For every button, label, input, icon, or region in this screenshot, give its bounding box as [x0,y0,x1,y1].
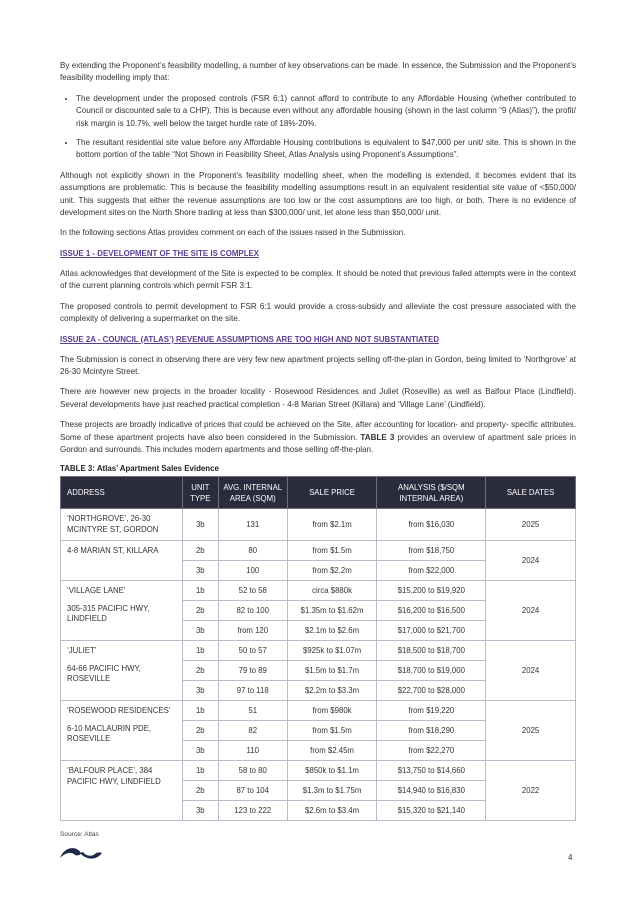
cell-analysis: from $19,220 [377,701,486,721]
cell-sale-price: $850k to $1.1m [287,761,377,781]
issue-1-heading: ISSUE 1 - DEVELOPMENT OF THE SITE IS COMPLEX [60,248,260,258]
cell-analysis: $13,750 to $14,660 [377,761,486,781]
cell-unit-type: 2b [182,601,218,621]
cell-sale-price: $1.35m to $1.62m [287,601,377,621]
table-caption: TABLE 3: Atlas’ Apartment Sales Evidence [60,464,219,474]
cell-address [61,641,183,701]
cell-analysis: from $22,000 [377,561,486,581]
address-line: 6-10 MACLAURIN PDE, ROSEVILLE [67,723,152,744]
cell-sale-price: $2.1m to $2.6m [287,621,377,641]
address-line: 64-66 PACIFIC HWY, ROSEVILLE [67,663,141,684]
table-row [61,701,576,721]
cell-analysis: from $18,290 [377,721,486,741]
cell-unit-type: 3b [182,681,218,701]
issue-1-paragraph: Atlas acknowledges that development of the Site is expected to be complex. It should be noted that previous failed attempts were in the context of the current planning controls which permit FSR 3:1. [60,268,576,291]
cell-internal-area: 52 to 58 [218,581,287,601]
address-line: ‘JULIET’ [67,646,97,656]
cell-sale-price: $2.2m to $3.3m [287,681,377,701]
cell-sale-price: $925k to $1.07m [287,641,377,661]
cell-analysis: $18,500 to $18,700 [377,641,486,661]
cell-analysis: from $22,270 [377,741,486,761]
table-header-row [61,477,576,509]
cell-address [61,701,183,761]
cell-unit-type: 2b [182,541,218,561]
cell-internal-area: 79 to 89 [218,661,287,681]
cell-unit-type: 1b [182,761,218,781]
cell-sale-price: from $1.5m [287,541,377,561]
table-row [61,509,576,541]
header-internal-area: AVG. INTERNAL AREA (SQM) [218,477,287,509]
cell-analysis: $22,700 to $28,000 [377,681,486,701]
table-row [61,581,576,601]
cell-internal-area: from 120 [218,621,287,641]
cell-sale-price: $1.5m to $1.7m [287,661,377,681]
cell-analysis: $16,200 to $16,500 [377,601,486,621]
cell-unit-type: 3b [182,509,218,541]
cell-sale-price: from $2.1m [287,509,377,541]
header-unit-type: UNIT TYPE [182,477,218,509]
cell-internal-area: 110 [218,741,287,761]
cell-internal-area: 58 to 80 [218,761,287,781]
issue-2a-heading: ISSUE 2A - COUNCIL (ATLAS’) REVENUE ASSUMPTIONS ARE TOO HIGH AND NOT SUBSTANTIATED [60,334,440,344]
cell-analysis: from $16,030 [377,509,486,541]
sales-evidence-table [60,476,576,821]
header-address: ADDRESS [61,477,183,509]
cell-sale-price: from $980k [287,701,377,721]
address-line: ‘ROSEWOOD RESIDENCES’ [67,706,171,716]
cell-unit-type: 2b [182,721,218,741]
issue-2a-paragraph: The Submission is correct in observing there are very few new apartment projects selling off-the-plan in Gordon, being limited to ‘Northgrove’ at 26-30 Mcintyre Street. [60,354,576,376]
evidence-paragraph: Although not explicitly shown in the Proponent’s feasibility modelling sheet, when the modelling is extended, it becomes evident that its assumptions are problematic. This is because the feasibility modelling assumptions result in an equivalent residential site value of <$50,000/ unit. This suggests that either the revenue assumptions are too low or the cost assumptions are too high, or both. There is no evidence of development sites on the North Shore trading at less than $300,000/ unit, let alone less than $50,000/ unit. [60,170,576,218]
cell-unit-type: 2b [182,781,218,801]
header-sale-price: SALE PRICE [287,477,377,509]
cell-internal-area: 82 to 100 [218,601,287,621]
header-sale-dates: SALE DATES [486,477,576,509]
header-analysis: ANALYSIS ($/SQM INTERNAL AREA) [377,477,486,509]
issue-1-paragraph: The proposed controls to permit development to FSR 6:1 would provide a cross-subsidy and alleviate the cost pressure associated with the complexity of delivering a supermarket on the site. [60,301,576,324]
cell-internal-area: 97 to 118 [218,681,287,701]
cell-sale-price: from $2.45m [287,741,377,761]
cell-internal-area: 82 [218,721,287,741]
cell-unit-type: 3b [182,621,218,641]
cell-internal-area: 87 to 104 [218,781,287,801]
table-row [61,541,576,561]
cell-analysis: $14,940 to $16,830 [377,781,486,801]
cell-unit-type: 3b [182,561,218,581]
cell-address [61,581,183,641]
cell-analysis: $15,200 to $19,920 [377,581,486,601]
table-reference: TABLE 3 [360,432,395,442]
cell-sale-price: circa $880k [287,581,377,601]
cell-internal-area: 100 [218,561,287,581]
cell-analysis: from $18,750 [377,541,486,561]
cell-internal-area: 80 [218,541,287,561]
cell-sale-date: 2025 [486,701,576,761]
atlas-logo [59,846,103,867]
table-body [61,509,576,821]
cell-unit-type: 1b [182,701,218,721]
cell-internal-area: 50 to 57 [218,641,287,661]
address-line: ‘BALFOUR PLACE’, 384 PACIFIC HWY, LINDFIELD [67,766,161,786]
paragraph-text: provides an overview of apartment sale prices in Gordon and surrounds. This includes modern apartments and those selling off-the-plan. [60,432,576,454]
key-observations-list [60,93,576,162]
sections-paragraph: In the following sections Atlas provides comment on each of the issues raised in the Submission. [60,228,406,238]
cell-sale-price: $2.6m to $3.4m [287,801,377,821]
issue-2a-paragraph [60,419,576,456]
intro-paragraph: By extending the Proponent’s feasibility modelling, a number of key observations can be made. In essence, the Submission and the Proponent’s feasibility modelling imply that: [60,61,576,83]
cell-analysis: $15,320 to $21,140 [377,801,486,821]
address-line: ‘VILLAGE LANE’ [67,586,126,596]
cell-unit-type: 1b [182,581,218,601]
cell-sale-date: 2024 [486,541,576,581]
cell-sale-price: $1.3m to $1.75m [287,781,377,801]
cell-sale-date: 2024 [486,581,576,641]
cell-address [61,761,183,821]
cell-analysis: $18,700 to $19,000 [377,661,486,681]
address-line: 305-315 PACIFIC HWY, LINDFIELD [67,603,150,624]
address-line: ‘NORTHGROVE’, 26-30 MCINTYRE ST, GORDON [67,514,159,534]
issue-2a-paragraph: There are however new projects in the broader locality - Rosewood Residences and Juliet (Roseville) as well as Balfour Place (Lindfield). Several developments have just reached practical completion - 4-8 Marian Street (Killara) and ‘Village Lane’ (Lindfield). [60,387,576,409]
cell-unit-type: 2b [182,661,218,681]
paragraph-text: These projects are broadly indicative of prices that could be achieved on the Site, after accounting for location- and property- specific attributes. Some of these apartment projects have also been considered in the Submission. [60,420,576,442]
atlas-logo-mark [59,846,103,862]
cell-internal-area: 51 [218,701,287,721]
cell-sale-date: 2022 [486,761,576,821]
table-row [61,761,576,781]
bullet-item: • The resultant residential site value before any Affordable Housing contributions is equivalent to $47,000 per unit/ site. This is shown in the bottom portion of the table “Not Shown in Feasibility Sheet, Atlas Analysis using Proponent’s Assumptions”. [76,137,576,162]
cell-sale-date: 2024 [486,641,576,701]
cell-unit-type: 3b [182,741,218,761]
page-number: 4 [568,853,573,862]
document-page [60,60,576,838]
cell-internal-area: 123 to 222 [218,801,287,821]
cell-analysis: $17,000 to $21,700 [377,621,486,641]
table-row [61,641,576,661]
bullet-item: • The development under the proposed controls (FSR 6:1) cannot afford to contribute to any Affordable Housing (whether contributed to Council or discounted sale to a CHP). This is because even without any affordable housing (shown in the last column “9 (Atlas)”), the profit/ risk margin is 10.7%, well below the target hurdle rate of 18%-20%. [76,93,576,130]
cell-address [61,541,183,581]
cell-sale-price: from $2.2m [287,561,377,581]
cell-sale-price: from $1.5m [287,721,377,741]
cell-unit-type: 3b [182,801,218,821]
table-source: Source: Atlas [60,831,99,839]
cell-sale-date: 2025 [486,509,576,541]
cell-address [61,509,183,541]
cell-internal-area: 131 [218,509,287,541]
address-line: 4-8 MARIAN ST, KILLARA [67,546,159,556]
cell-unit-type: 1b [182,641,218,661]
